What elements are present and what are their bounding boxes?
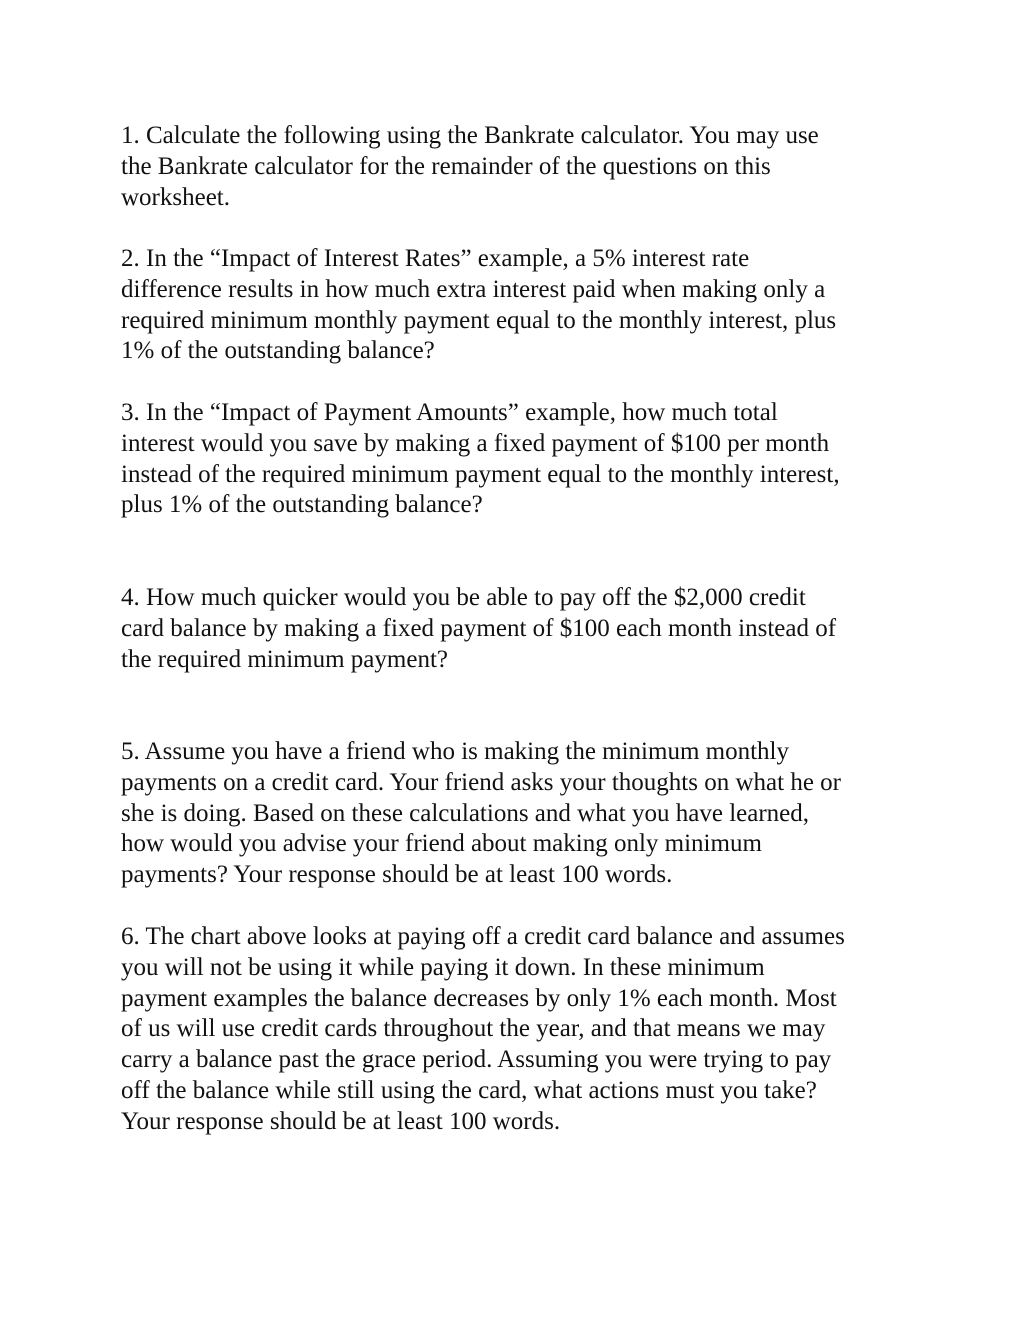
- question-5-text: 5. Assume you have a friend who is making the minimum monthly payments on a credit card. Your friend asks your thoughts on what he or she is doing. Based on these calculations and what you have learned, how would you advise your friend about making only minimum payments? Your response should be at least 100 words.: [121, 738, 841, 889]
- question-2-text: 2. In the “Impact of Interest Rates” example, a 5% interest rate difference results in how much extra interest paid when making only a required minimum monthly payment equal to the monthly interest, plus 1% of the outstanding balance?: [121, 245, 837, 365]
- question-1-text: 1. Calculate the following using the Bankrate calculator. You may use the Bankrate calculator for the remainder of the questions on this worksheet.: [121, 122, 819, 211]
- question-6-text: 6. The chart above looks at paying off a credit card balance and assumes you will not be using it while paying it down. In these minimum payment examples the balance decreases by only 1% each month. Most of us will use credit cards throughout the year, and that means we may carry a balance past the grace period. Assuming you were trying to pay off the balance while still using the card, what actions must you take? Your response should be at least 100 words.: [121, 923, 845, 1135]
- question-3-text: 3. In the “Impact of Payment Amounts” example, how much total interest would you save by making a fixed payment of $100 per month instead of the required minimum payment equal to the monthly interest, plus 1% of the outstanding balance?: [121, 399, 840, 519]
- question-4-text: 4. How much quicker would you be able to pay off the $2,000 credit card balance by making a fixed payment of $100 each month instead of the required minimum payment?: [121, 584, 837, 673]
